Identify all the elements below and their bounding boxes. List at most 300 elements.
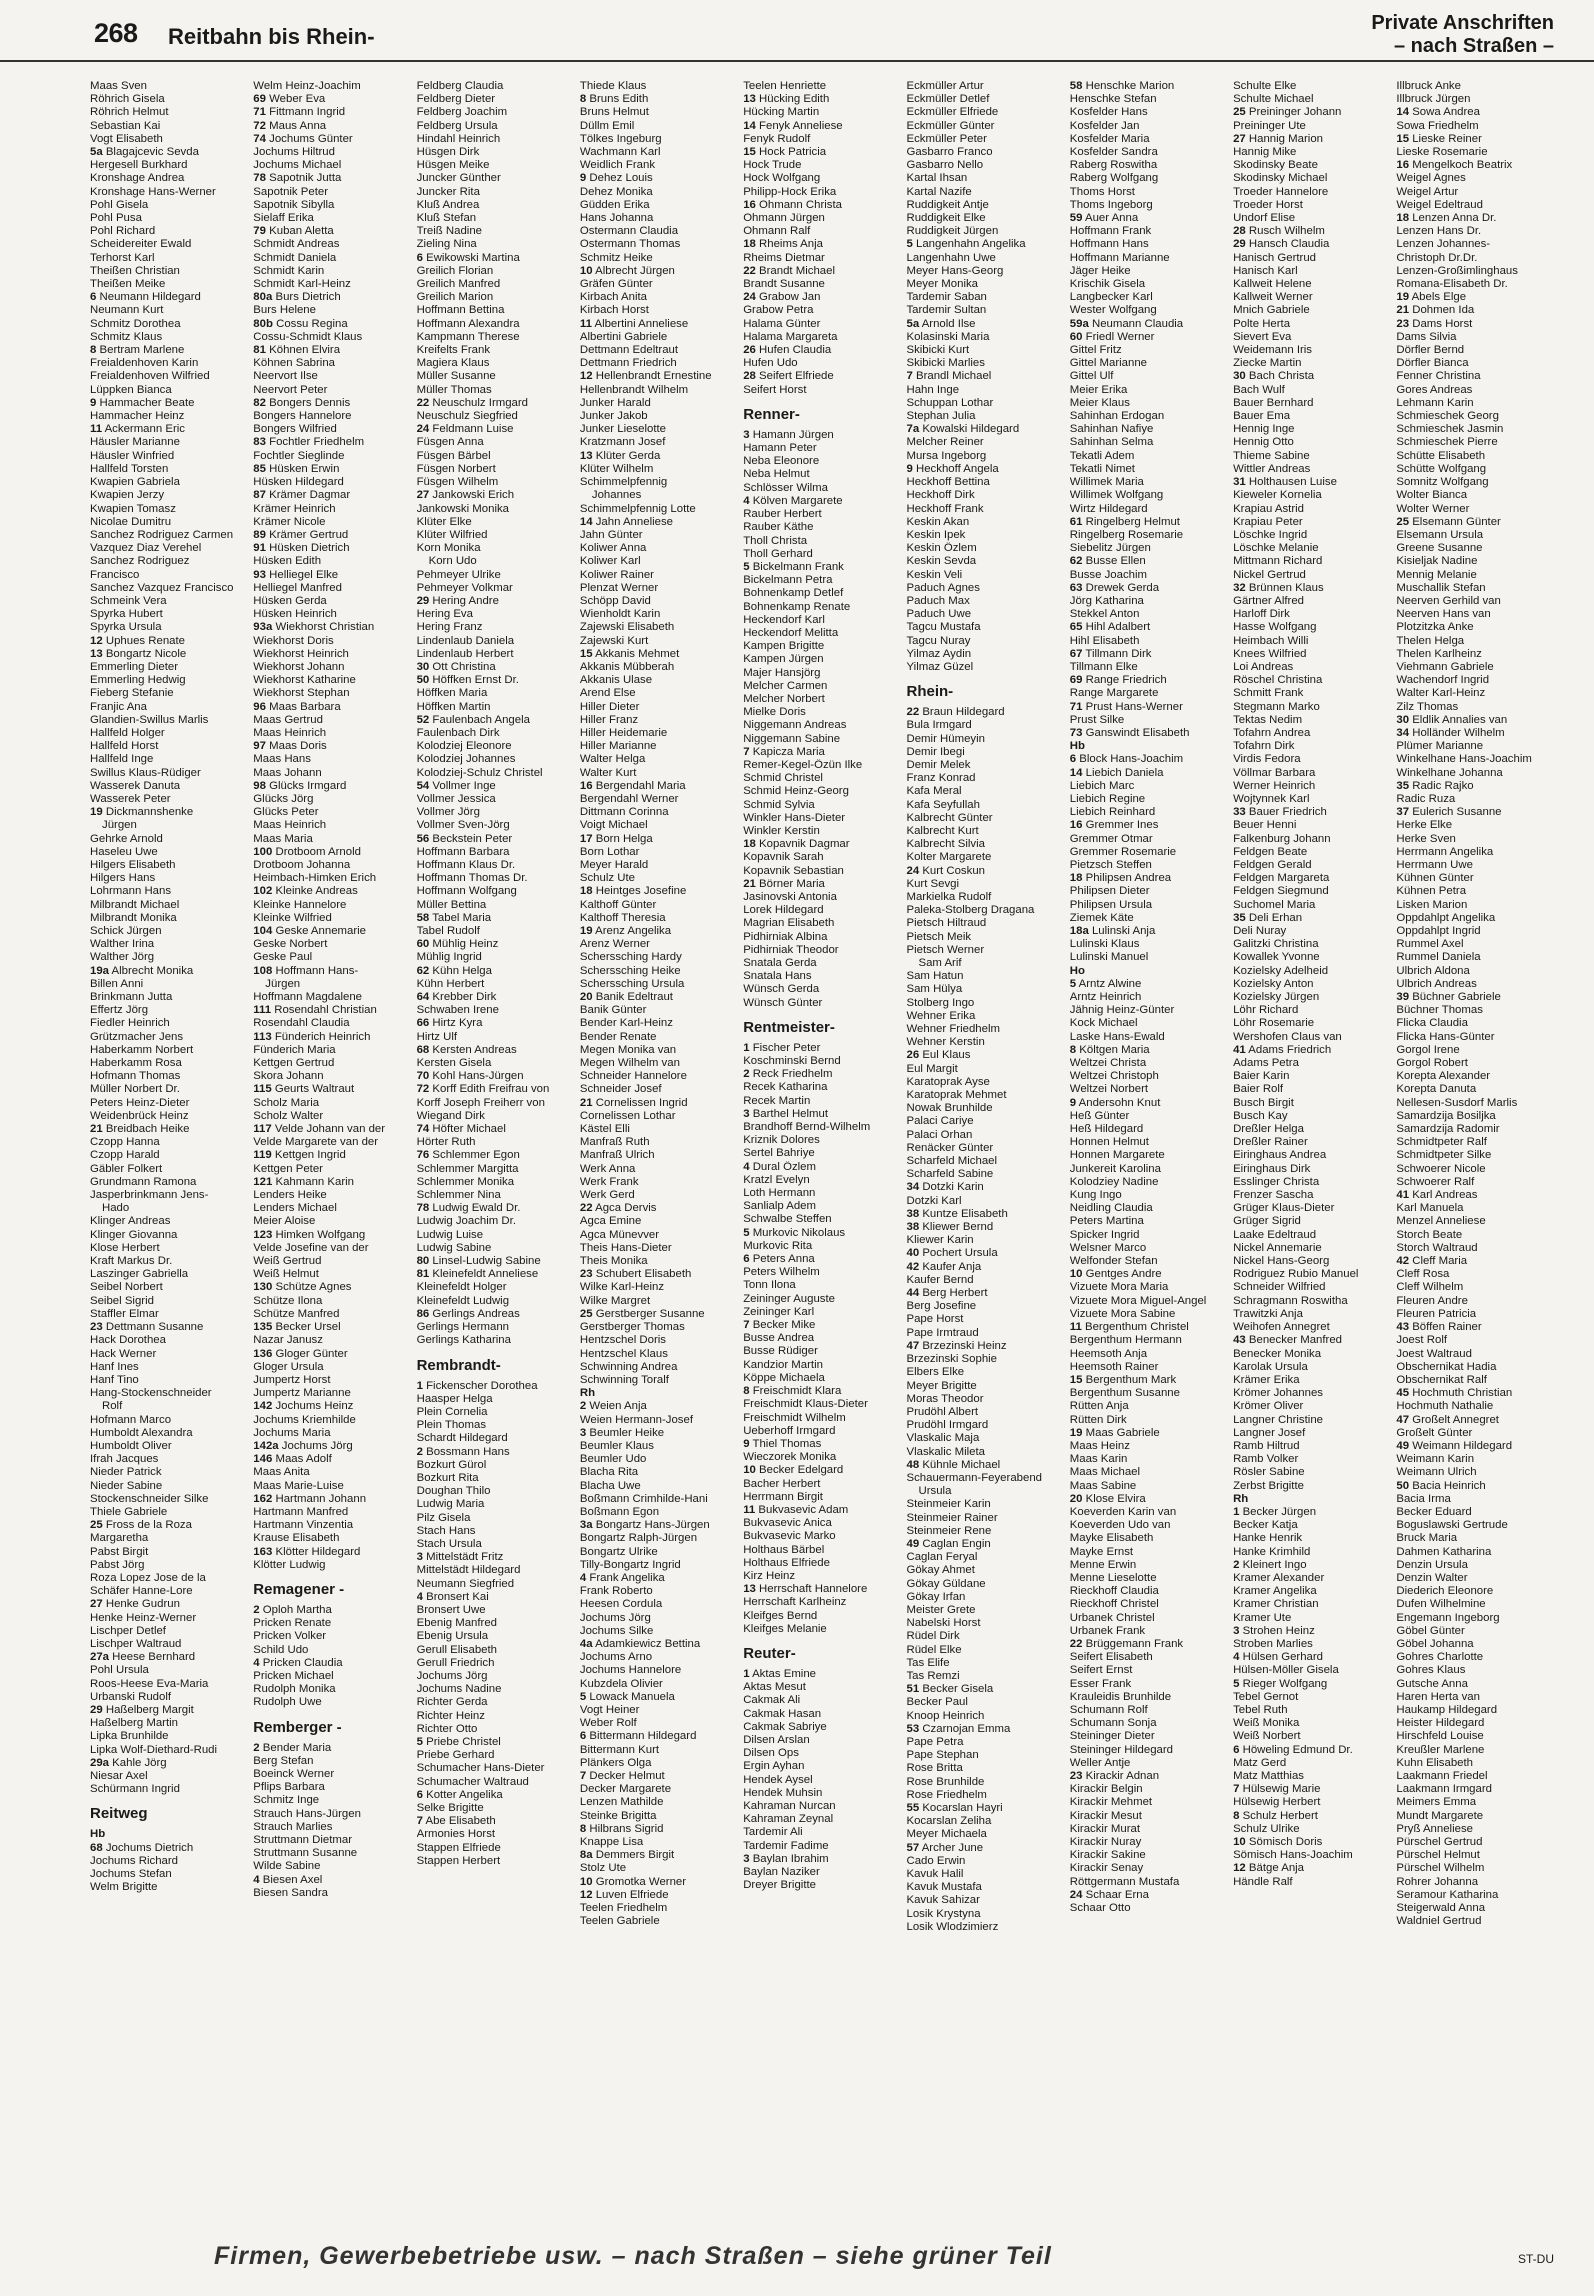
resident-entry: Lipka Wolf-Diethard-Rudi <box>90 1743 218 1756</box>
resident-entry: 2 Kleinert Ingo <box>1233 1558 1307 1571</box>
resident-entry: Schütte Elisabeth <box>1396 449 1486 462</box>
resident-entry: 10 Albrecht Jürgen <box>579 264 675 277</box>
resident-entry: Walter Helga <box>579 753 646 766</box>
resident-entry: Pape Stephan <box>906 1749 979 1762</box>
resident-entry: Hörter Ruth <box>416 1136 476 1149</box>
resident-entry: Eckmüller Günter <box>906 119 995 132</box>
resident-entry: Gremmer Rosemarie <box>1069 845 1177 858</box>
house-number: 96 <box>253 700 266 713</box>
resident-entry: Jochums Hiltrud <box>253 146 335 159</box>
resident-entry: Schmitz Inge <box>253 1794 320 1807</box>
resident-entry: 119 Kettgen Ingrid <box>253 1149 346 1162</box>
house-number: 4 <box>1233 1651 1240 1664</box>
resident-entry: Häusler Winfried <box>90 449 175 462</box>
resident-entry: Maas Maria <box>253 832 313 845</box>
resident-entry: Eckmüller Elfriede <box>906 106 999 119</box>
resident-entry: Kisieljak Nadine <box>1396 555 1478 568</box>
resident-entry: Schlemmer Margitta <box>416 1162 519 1175</box>
resident-entry: Neumann Kurt <box>90 304 164 317</box>
resident-entry: Remer-Kegel-Özün Ilke <box>743 758 863 771</box>
resident-entry: Schmitz Klaus <box>90 330 163 343</box>
resident-entry: Mnich Gabriele <box>1233 304 1310 317</box>
resident-entry: 8 Schulz Herbert <box>1233 1809 1318 1822</box>
resident-entry: Weber Rolf <box>579 1717 637 1730</box>
resident-entry: Röhrich Gisela <box>90 93 165 106</box>
resident-entry: 15 Lieske Reiner <box>1396 132 1482 145</box>
resident-entry: Kolodziey Nadine <box>1069 1175 1159 1188</box>
resident-entry: 8 Bruns Edith <box>579 93 649 106</box>
resident-entry: 74 Jochums Günter <box>253 132 353 145</box>
resident-entry: 49 Caglan Engin <box>906 1537 991 1550</box>
house-number: 23 <box>1396 317 1410 330</box>
resident-entry: Holthaus Bärbel <box>743 1543 825 1556</box>
directory-column <box>90 80 253 2225</box>
resident-entry: Samardzija Radomir <box>1396 1123 1500 1136</box>
house-number: 5a <box>906 317 920 330</box>
house-number: 18 <box>579 885 593 898</box>
resident-entry: 5 Langenhahn Angelika <box>906 238 1026 251</box>
resident-entry: 21 Dohmen Ida <box>1396 304 1475 317</box>
resident-entry: Engemann Ingeborg <box>1396 1611 1500 1624</box>
house-number: 71 <box>1069 700 1083 713</box>
resident-entry: Feldberg Joachim <box>416 106 508 119</box>
resident-entry: Schimmelpfennig <box>579 476 668 489</box>
house-number: 40 <box>906 1247 920 1260</box>
house-number: 69 <box>1069 674 1083 687</box>
resident-entry: Rauber Käthe <box>743 521 814 534</box>
resident-entry: Ludwig Maria <box>416 1498 485 1511</box>
house-number: 35 <box>1396 779 1410 792</box>
resident-entry: Rose Britta <box>906 1762 963 1775</box>
resident-entry: Kirackir Mesut <box>1069 1809 1142 1822</box>
house-number: 57 <box>906 1841 920 1854</box>
resident-entry: Velde Margarete van der <box>253 1136 379 1149</box>
resident-entry: Seifert Elisabeth <box>1069 1651 1153 1664</box>
resident-entry: Pape Irmtraud <box>906 1326 979 1339</box>
resident-entry: 1 Fischer Peter <box>743 1041 821 1054</box>
resident-entry: Kieweler Kornelia <box>1233 489 1322 502</box>
resident-entry: 15 Akkanis Mehmet <box>579 647 680 660</box>
resident-entry: Gittel Ulf <box>1069 370 1114 383</box>
house-number: 11 <box>90 423 103 436</box>
district-label: Rh <box>579 1387 596 1400</box>
resident-entry: 15 Hock Patricia <box>743 146 827 159</box>
resident-entry: Rohrer Johanna <box>1396 1875 1479 1888</box>
resident-entry: Moras Theodor <box>906 1392 984 1405</box>
house-number: 4 <box>253 1873 260 1886</box>
resident-entry: Kliewer Karin <box>906 1234 974 1247</box>
resident-entry: Händle Ralf <box>1233 1875 1293 1888</box>
resident-entry: Fochtler Sieglinde <box>253 449 345 462</box>
resident-entry: Schardt Hildegard <box>416 1432 508 1445</box>
house-number: 59 <box>1069 212 1083 225</box>
resident-entry: Koeverden Karin van <box>1069 1505 1177 1518</box>
house-number: 72 <box>253 119 266 132</box>
resident-entry: 81 Kleinefeldt Anneliese <box>416 1268 539 1281</box>
resident-entry: Lindenlaub Herbert <box>416 647 514 660</box>
resident-entry: Demir Melek <box>906 758 971 771</box>
resident-entry: Trawitzki Anja <box>1233 1307 1303 1320</box>
house-number: 4a <box>579 1637 593 1650</box>
resident-entry: Löhr Rosemarie <box>1233 1017 1315 1030</box>
resident-entry: 98 Glücks Irmgard <box>253 779 347 792</box>
house-number: 29 <box>90 1703 103 1716</box>
resident-entry: Jochums Silke <box>579 1624 654 1637</box>
resident-entry: Werk Frank <box>579 1175 639 1188</box>
resident-entry: 19 Maas Gabriele <box>1069 1426 1160 1439</box>
resident-entry: Ebenig Manfred <box>416 1617 498 1630</box>
resident-entry: Heß Hildegard <box>1069 1123 1144 1136</box>
resident-entry: Menne Erwin <box>1069 1558 1137 1571</box>
resident-entry: 26 Hufen Claudia <box>743 344 832 357</box>
house-number: 35 <box>1233 911 1246 924</box>
house-number: 67 <box>1069 647 1083 660</box>
resident-entry: 85 Hüsken Erwin <box>253 462 340 475</box>
house-number: 78 <box>416 1202 430 1215</box>
resident-entry: 20 Banik Edeltraut <box>579 991 673 1004</box>
resident-entry: Kettgen Peter <box>253 1162 323 1175</box>
resident-entry: Adams Petra <box>1233 1057 1299 1070</box>
resident-entry: Hasse Wolfgang <box>1233 621 1317 634</box>
resident-entry: 9 Heckhoff Angela <box>906 462 999 475</box>
resident-entry: Schick Jürgen <box>90 925 162 937</box>
resident-entry: Walther Irina <box>90 938 155 951</box>
house-number: 71 <box>253 106 266 119</box>
resident-entry: 23 Schubert Elisabeth <box>579 1268 692 1281</box>
house-number: 74 <box>253 132 266 145</box>
resident-entry: Frenzer Sascha <box>1233 1189 1314 1202</box>
resident-entry: Hoffmann Frank <box>1069 225 1152 238</box>
resident-entry: Rudolph Monika <box>253 1683 336 1696</box>
resident-entry: 73 Ganswindt Elisabeth <box>1069 726 1190 739</box>
resident-entry: 11 Albertini Anneliese <box>579 317 689 330</box>
resident-entry: Müller Thomas <box>416 383 492 396</box>
resident-entry: Oppdahlpt Angelika <box>1396 911 1496 924</box>
resident-entry: 58 Tabel Maria <box>416 911 492 924</box>
resident-entry: 54 Vollmer Inge <box>416 779 496 792</box>
resident-entry: Range Margarete <box>1069 687 1159 700</box>
resident-entry: Schwoerer Nicole <box>1396 1162 1486 1175</box>
house-number: 22 <box>416 396 430 409</box>
resident-entry: Kwapien Jerzy <box>90 489 165 502</box>
house-number: 50 <box>416 674 430 687</box>
resident-entry: Schmitz Heike <box>579 251 653 264</box>
resident-entry: Kratzmann Josef <box>579 436 666 449</box>
resident-entry: Tölkes Ingeburg <box>579 132 662 145</box>
resident-entry: Kartal Ihsan <box>906 172 968 185</box>
district-label: Ho <box>1069 964 1085 977</box>
resident-entry: Weltzei Christoph <box>1069 1070 1159 1083</box>
resident-entry: Urbanski Rudolf <box>90 1690 172 1703</box>
resident-entry: Neervort Peter <box>253 383 328 396</box>
resident-entry: 6 Block Hans-Joachim <box>1069 753 1184 766</box>
resident-entry: Jochums Jörg <box>579 1611 651 1624</box>
resident-entry: Priebe Gerhard <box>416 1749 495 1762</box>
resident-entry: Göbel Johanna <box>1396 1637 1474 1650</box>
resident-entry: Wershofen Claus van <box>1233 1030 1342 1043</box>
resident-entry: 79 Kuban Aletta <box>253 225 334 238</box>
resident-entry: Steinmeier Rene <box>906 1524 992 1537</box>
resident-entry: 18 Lenzen Anna Dr. <box>1396 212 1497 225</box>
resident-entry: Cornelissen Lothar <box>579 1109 676 1122</box>
resident-entry: Jochums Richard <box>90 1854 178 1867</box>
resident-entry: 2 Bender Maria <box>253 1741 332 1754</box>
house-number: 18 <box>1069 872 1083 885</box>
resident-entry: Paduch Max <box>906 594 970 607</box>
resident-entry: Sanchez Rodriguez <box>90 555 190 568</box>
house-number: 100 <box>253 845 273 858</box>
resident-entry: Schlösser Wilma <box>743 481 828 494</box>
resident-entry: Joest Rolf <box>1396 1334 1448 1347</box>
resident-entry: Ramb Volker <box>1233 1453 1299 1466</box>
resident-entry: Terhorst Karl <box>90 251 155 264</box>
resident-entry: Kampen Jürgen <box>743 653 824 666</box>
resident-entry: Krämer Nicole <box>253 515 326 528</box>
resident-entry: 14 Liebich Daniela <box>1069 766 1164 779</box>
directory-column <box>417 80 580 2225</box>
house-number: 8 <box>90 344 97 357</box>
resident-entry: Scherssching Heike <box>579 964 681 977</box>
resident-entry: Willimek Wolfgang <box>1069 489 1164 502</box>
resident-entry: Storch Waltraud <box>1396 1241 1478 1254</box>
resident-entry: Bergendahl Werner <box>579 792 679 805</box>
resident-entry: Schmitz Dorothea <box>90 317 181 330</box>
house-number: 91 <box>253 542 266 555</box>
resident-entry: 121 Kahmann Karin <box>253 1175 354 1188</box>
resident-entry: 16 Bergendahl Maria <box>579 779 686 792</box>
resident-entry: Jörg Katharina <box>1069 594 1144 607</box>
resident-entry: Roos-Heese Eva-Maria <box>90 1677 209 1690</box>
house-number: 31 <box>1233 476 1246 489</box>
resident-entry: Keskin Sevda <box>906 555 977 568</box>
resident-entry: Schlemmer Nina <box>416 1189 501 1202</box>
resident-entry: Honnen Helmut <box>1069 1136 1149 1149</box>
resident-entry: Wehner Kerstin <box>906 1036 985 1049</box>
house-number: 22 <box>906 706 920 719</box>
resident-entry: 22 Brandt Michael <box>743 264 835 277</box>
resident-entry: Völlmar Barbara <box>1233 766 1316 779</box>
resident-entry: Yilmaz Aydin <box>906 647 972 660</box>
resident-entry: Rodriguez Rubio Manuel <box>1233 1268 1359 1281</box>
resident-entry: 5a Arnold Ilse <box>906 317 976 330</box>
resident-entry: Recek Katharina <box>743 1081 828 1094</box>
resident-entry: 9 Thiel Thomas <box>743 1437 822 1450</box>
resident-entry: 8 Költgen Maria <box>1069 1043 1150 1056</box>
resident-entry: 80a Burs Dietrich <box>253 291 341 304</box>
resident-entry: Neidling Claudia <box>1069 1202 1153 1215</box>
resident-entry: Karl Manuela <box>1396 1202 1464 1215</box>
resident-entry: Bohnenkamp Renate <box>743 600 851 613</box>
resident-entry: Steinmeier Karin <box>906 1498 991 1511</box>
resident-entry: Hartmann Manfred <box>253 1505 349 1518</box>
resident-entry: Kavuk Mustafa <box>906 1881 982 1894</box>
resident-entry: Schwaben Irene <box>416 1004 499 1017</box>
house-number: 121 <box>253 1175 273 1188</box>
resident-entry: Dettmann Edeltraut <box>579 344 679 357</box>
resident-entry: Bergenthum Susanne <box>1069 1387 1180 1400</box>
resident-entry: Hufen Udo <box>743 357 798 370</box>
resident-entry: Weimann Ulrich <box>1396 1466 1477 1479</box>
resident-entry: Becker Katja <box>1233 1519 1298 1532</box>
house-number: 104 <box>253 925 273 937</box>
resident-entry: Ebenig Ursula <box>416 1630 489 1643</box>
resident-entry: Gutsche Anna <box>1396 1677 1468 1690</box>
resident-entry: Dreßler Rainer <box>1233 1136 1308 1149</box>
house-number: 55 <box>906 1802 920 1814</box>
house-number: 14 <box>579 515 593 528</box>
resident-entry: 9 Hammacher Beate <box>90 396 195 409</box>
resident-entry: Brinkmann Jutta <box>90 991 173 1004</box>
resident-entry: 65 Hihl Adalbert <box>1069 621 1151 634</box>
resident-entry: 61 Ringelberg Helmut <box>1069 515 1180 528</box>
resident-entry: Kowallek Yvonne <box>1233 951 1320 964</box>
resident-entry: Bender Karl-Heinz <box>579 1017 673 1030</box>
resident-entry: Winkler Kerstin <box>743 824 820 837</box>
resident-entry: Bula Irmgard <box>906 719 972 732</box>
house-number: 53 <box>906 1722 920 1735</box>
resident-entry: Schmieschek Pierre <box>1396 436 1498 449</box>
resident-entry: Tagcu Nuray <box>906 634 971 647</box>
resident-entry: Meister Grete <box>906 1603 976 1616</box>
resident-entry: Hallfeld Holger <box>90 726 165 739</box>
section-title-line-2: – nach Straßen – <box>1393 35 1554 57</box>
house-number: 30 <box>1396 713 1410 726</box>
house-number: 43 <box>1396 1321 1410 1334</box>
resident-entry: Melcher Carmen <box>743 679 828 692</box>
resident-entry: Honnen Margarete <box>1069 1149 1165 1162</box>
resident-entry: Loth Hermann <box>743 1187 816 1200</box>
resident-entry: Stroben Marlies <box>1233 1637 1313 1650</box>
resident-entry: Hoffmann Marianne <box>1069 251 1170 264</box>
resident-entry: Heemsoth Anja <box>1069 1347 1148 1360</box>
resident-entry: Hellenbrandt Wilhelm <box>579 383 689 396</box>
house-number: 41 <box>1396 1189 1410 1202</box>
house-number: 3 <box>743 1852 750 1865</box>
resident-entry: 38 Kliewer Bernd <box>906 1221 994 1234</box>
house-number: 7 <box>743 745 750 758</box>
resident-entry: Füsgen Bärbel <box>416 449 491 462</box>
resident-entry: 14 Sowa Andrea <box>1396 106 1480 119</box>
resident-entry: Rummel Axel <box>1396 938 1464 951</box>
resident-entry: Nickel Hans-Georg <box>1233 1255 1330 1268</box>
resident-entry: Snatala Hans <box>743 970 812 983</box>
resident-entry: 1 Aktas Emine <box>743 1667 817 1680</box>
resident-entry: Lieske Rosemarie <box>1396 146 1488 159</box>
resident-entry: Hiller Marianne <box>579 740 657 753</box>
resident-entry: 71 Prust Hans-Werner <box>1069 700 1183 713</box>
resident-entry: Kreifelts Frank <box>416 344 491 357</box>
resident-entry: Weigel Artur <box>1396 185 1459 198</box>
directory-columns <box>90 80 1560 2225</box>
resident-entry: Winkler Hans-Dieter <box>743 811 846 824</box>
resident-entry: Weller Antje <box>1069 1756 1131 1769</box>
directory-column <box>743 80 906 2225</box>
resident-entry: Bongartz Ulrike <box>579 1545 658 1558</box>
resident-entry: Pürschel Wilhelm <box>1396 1862 1485 1875</box>
house-number: 21 <box>743 877 756 890</box>
resident-entry: 117 Velde Johann van der <box>253 1123 386 1136</box>
resident-entry: Ruddigkeit Elke <box>906 212 986 225</box>
resident-entry: Pohl Pusa <box>90 212 142 225</box>
resident-entry: Akkanis Mübberah <box>579 660 675 673</box>
house-number: 5 <box>1069 977 1077 990</box>
resident-entry: Cado Erwin <box>906 1854 966 1867</box>
resident-entry: Freischmidt Klaus-Dieter <box>743 1398 868 1411</box>
resident-entry: Blacha Rita <box>579 1466 639 1479</box>
resident-entry: Kramer Ute <box>1233 1611 1292 1624</box>
resident-entry: Hoffmann Bettina <box>416 304 505 317</box>
resident-entry: 52 Faulenbach Angela <box>416 713 530 726</box>
resident-entry: 3 Beumler Heike <box>579 1426 665 1439</box>
resident-entry: Megen Monika van <box>579 1043 677 1056</box>
house-number: 59a <box>1069 317 1089 330</box>
resident-entry: Freischmidt Wilhelm <box>743 1411 846 1424</box>
resident-entry: Feldgen Siegmund <box>1233 885 1329 898</box>
resident-entry: 29 Haßelberg Margit <box>90 1703 194 1716</box>
resident-entry: 27 Hannig Marion <box>1233 132 1323 145</box>
resident-entry: Weidemann Iris <box>1233 344 1313 357</box>
resident-entry: 83 Fochtler Friedhelm <box>253 436 365 449</box>
resident-entry: Krapiau Peter <box>1233 515 1303 528</box>
resident-entry: 22 Brüggemann Frank <box>1069 1637 1184 1650</box>
resident-entry: Menne Lieselotte <box>1069 1571 1157 1584</box>
resident-entry: Gerull Elisabeth <box>416 1643 498 1656</box>
resident-entry: Schmid Sylvia <box>743 798 815 811</box>
resident-entry: Richter Otto <box>416 1722 478 1735</box>
resident-entry: Hoffmann Hans <box>1069 238 1149 251</box>
resident-entry: Loi Andreas <box>1233 660 1294 673</box>
house-number: 76 <box>416 1149 430 1162</box>
resident-entry: Busse Andrea <box>743 1332 815 1345</box>
resident-entry: Bozkurt Rita <box>416 1471 479 1484</box>
resident-entry: Hado <box>102 1202 130 1215</box>
resident-entry: Schwinning Andrea <box>579 1360 678 1373</box>
resident-entry: Scherssching Hardy <box>579 951 682 964</box>
house-number: 24 <box>1069 1888 1083 1901</box>
house-number: 2 <box>579 1400 587 1413</box>
resident-entry: Tebel Gernot <box>1233 1690 1299 1703</box>
house-number: 69 <box>253 93 266 106</box>
resident-entry: Kampen Brigitte <box>743 640 825 653</box>
resident-entry: Schmeink Vera <box>90 594 167 607</box>
resident-entry: Diederich Eleonore <box>1396 1585 1494 1598</box>
resident-entry: Flicka Claudia <box>1396 1017 1468 1030</box>
resident-entry: Demir Hümeyin <box>906 732 985 745</box>
resident-entry: Becker Eduard <box>1396 1505 1472 1518</box>
resident-entry: Hoffmann Thomas Dr. <box>416 872 528 885</box>
resident-entry: Sebastian Kai <box>90 119 161 132</box>
resident-entry: 69 Weber Eva <box>253 93 326 106</box>
resident-entry: Hering Franz <box>416 621 483 634</box>
resident-entry: Pohl Gisela <box>90 198 149 211</box>
resident-entry: Karatoprak Ayse <box>906 1075 990 1088</box>
directory-column <box>580 80 743 2225</box>
resident-entry: Kleinefeldt Holger <box>416 1281 507 1294</box>
house-number: 60 <box>416 938 430 951</box>
resident-entry: Haseleu Uwe <box>90 845 158 858</box>
resident-entry: Grützmacher Jens <box>90 1030 184 1043</box>
house-number: 32 <box>1233 581 1246 594</box>
resident-entry: Burs Helene <box>253 304 316 317</box>
resident-entry: Schumacher Waltraud <box>416 1775 529 1788</box>
resident-entry: 19 Arenz Angelika <box>579 925 672 937</box>
resident-entry: Czopp Hanna <box>90 1136 160 1149</box>
resident-entry: 21 Cornelissen Ingrid <box>579 1096 688 1109</box>
resident-entry: Mittmann Richard <box>1233 555 1323 568</box>
resident-entry: Röschel Christina <box>1233 674 1323 687</box>
resident-entry: Arntz Heinrich <box>1069 991 1142 1004</box>
resident-entry: Scharfeld Michael <box>906 1155 998 1168</box>
